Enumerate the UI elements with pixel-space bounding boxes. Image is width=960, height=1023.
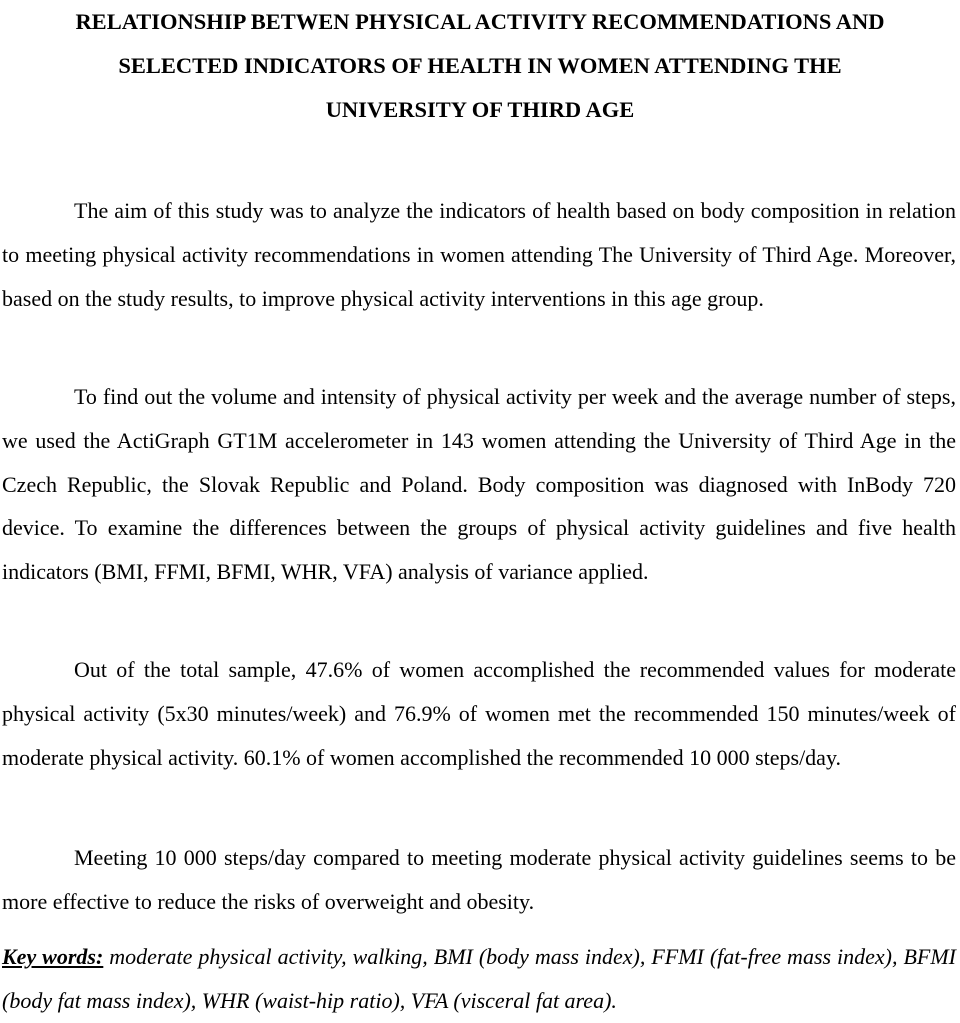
title-line-1: RELATIONSHIP BETWEN PHYSICAL ACTIVITY RECOMMENDATIONS AND	[75, 9, 885, 34]
title-line-2: SELECTED INDICATORS OF HEALTH IN WOMEN ATTENDING THE	[118, 53, 842, 78]
results-paragraph: Out of the total sample, 47.6% of women accomplished the recommended values for moderate physical activity (5x30 minutes/week) and 76.9% of women met the recommended 150 minutes/week of moderate physical activity. 60.1% of women accomplished the recommended 10 000 steps/day.	[2, 657, 956, 770]
methods-paragraph: To find out the volume and intensity of physical activity per week and the average number of steps, we used the ActiGraph GT1M accelerometer in 143 women attending the University of Third Age in the Czech Republic, the Slovak Republic and Poland. Body composition was diagnosed with InBody 720 device. To examine the differences between the groups of physical activity guidelines and five health indicators (BMI, FFMI, BFMI, WHR, VFA) analysis of variance applied.	[2, 384, 956, 585]
keywords-label: Key words:	[2, 944, 104, 969]
aim-paragraph: The aim of this study was to analyze the indicators of health based on body composition in relation to meeting physical activity recommendations in women attending The University of Third Age. Moreover, based on the study results, to improve physical activity interventions in this age group.	[2, 198, 956, 311]
keywords-paragraph	[2, 935, 956, 1023]
conclusion-paragraph: Meeting 10 000 steps/day compared to meeting moderate physical activity guidelines seems to be more effective to reduce the risks of overweight and obesity.	[2, 845, 956, 914]
paper-title	[0, 0, 960, 132]
title-line-3: UNIVERSITY OF THIRD AGE	[325, 97, 635, 122]
keywords-text: moderate physical activity, walking, BMI (body mass index), FFMI (fat-free mass index), BFMI (body fat mass index), WHR (waist-hip ratio), VFA (visceral fat area).	[2, 944, 957, 1013]
